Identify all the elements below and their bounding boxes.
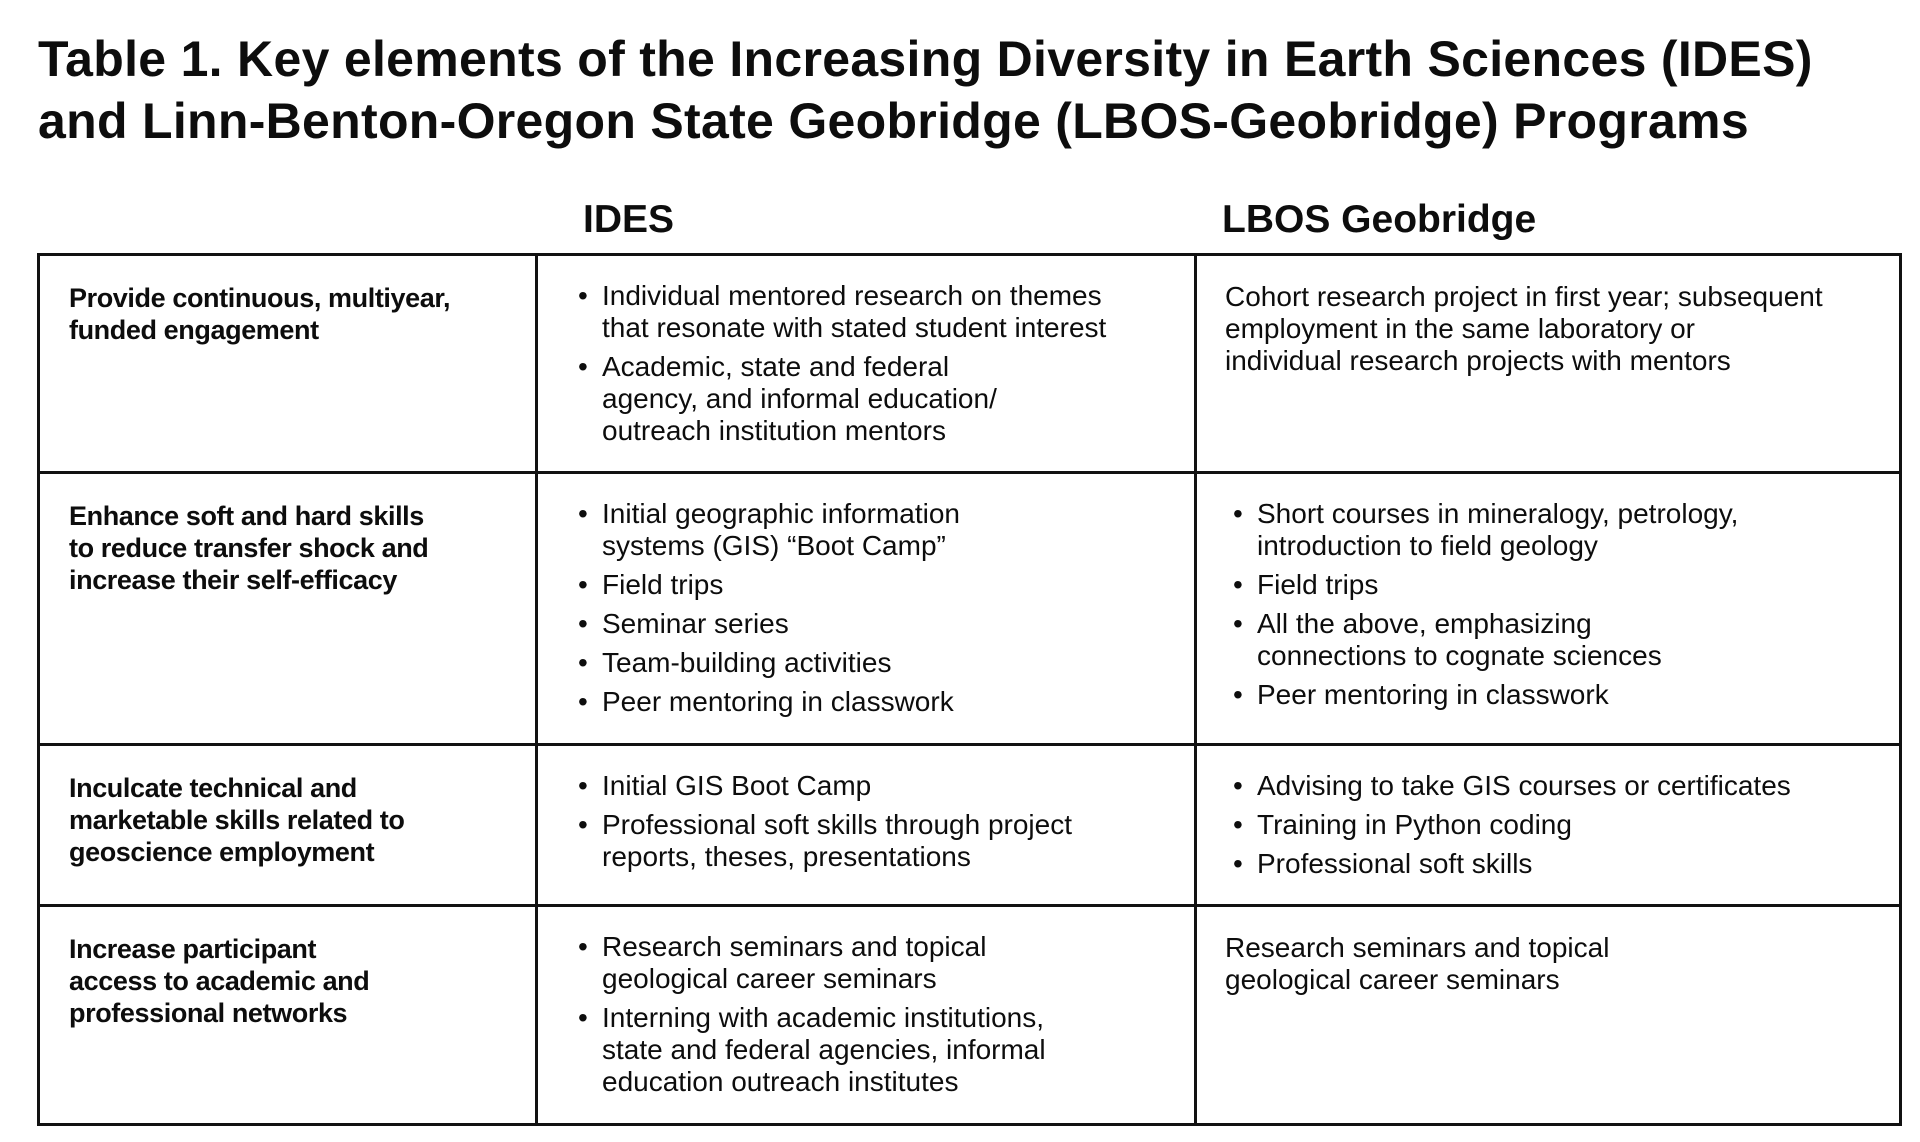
list-item: • All the above, emphasizing connections to cognate sciences xyxy=(1231,608,1879,672)
element-label: Enhance soft and hard skills to reduce transfer shock and increase their self-efficacy xyxy=(69,501,429,595)
element-cell xyxy=(39,255,537,473)
list-item: • Peer mentoring in classwork xyxy=(1231,679,1879,711)
key-elements-table xyxy=(37,253,1902,1126)
list-item: • Research seminars and topical geological career seminars xyxy=(576,931,1174,995)
list-item: • Seminar series xyxy=(576,608,1174,640)
lbos-text: Cohort research project in first year; subsequent employment in the same laboratory or individual research projects with mentors xyxy=(1225,281,1823,376)
table-row xyxy=(39,255,1901,473)
ides-list xyxy=(538,256,1194,447)
lbos-cell xyxy=(1196,255,1901,473)
lbos-cell xyxy=(1196,906,1901,1125)
element-cell xyxy=(39,906,537,1125)
ides-cell xyxy=(537,745,1196,906)
table-row xyxy=(39,745,1901,906)
list-item: • Field trips xyxy=(576,569,1174,601)
list-item: • Team-building activities xyxy=(576,647,1174,679)
lbos-cell xyxy=(1196,745,1901,906)
table-title-line-2: and Linn-Benton-Oregon State Geobridge (LBOS-Geobridge) Programs xyxy=(38,93,1749,149)
ides-list xyxy=(538,907,1194,1098)
list-item: • Professional soft skills xyxy=(1231,848,1879,880)
list-item: • Professional soft skills through project reports, theses, presentations xyxy=(576,809,1174,873)
list-item: • Interning with academic institutions, state and federal agencies, informal education outreach institutes xyxy=(576,1002,1174,1098)
list-item: • Peer mentoring in classwork xyxy=(576,686,1174,718)
lbos-list xyxy=(1197,474,1899,711)
list-item: • Training in Python coding xyxy=(1231,809,1879,841)
ides-list xyxy=(538,474,1194,718)
table-title-line-1: Table 1. Key elements of the Increasing Diversity in Earth Sciences (IDES) xyxy=(38,31,1813,87)
list-item: • Initial GIS Boot Camp xyxy=(576,770,1174,802)
column-header-ides: IDES xyxy=(583,198,675,241)
ides-cell xyxy=(537,473,1196,745)
list-item: • Initial geographic information systems (GIS) “Boot Camp” xyxy=(576,498,1174,562)
lbos-list xyxy=(1197,746,1899,880)
element-cell xyxy=(39,473,537,745)
lbos-text: Research seminars and topical geological career seminars xyxy=(1225,932,1610,995)
table-row xyxy=(39,906,1901,1125)
table-title xyxy=(38,28,1898,152)
list-item: • Academic, state and federal agency, and informal education/ outreach institution mentors xyxy=(576,351,1174,447)
list-item: • Short courses in mineralogy, petrology, introduction to field geology xyxy=(1231,498,1879,562)
element-cell xyxy=(39,745,537,906)
ides-cell xyxy=(537,255,1196,473)
ides-list xyxy=(538,746,1194,873)
element-label: Provide continuous, multiyear, funded engagement xyxy=(69,283,451,345)
ides-cell xyxy=(537,906,1196,1125)
list-item: • Advising to take GIS courses or certificates xyxy=(1231,770,1879,802)
element-label: Increase participant access to academic and professional networks xyxy=(69,934,370,1028)
list-item: • Field trips xyxy=(1231,569,1879,601)
list-item: • Individual mentored research on themes that resonate with stated student interest xyxy=(576,280,1174,344)
lbos-cell xyxy=(1196,473,1901,745)
table-row xyxy=(39,473,1901,745)
element-label: Inculcate technical and marketable skills related to geoscience employment xyxy=(69,773,405,867)
column-header-lbos: LBOS Geobridge xyxy=(1222,198,1537,241)
